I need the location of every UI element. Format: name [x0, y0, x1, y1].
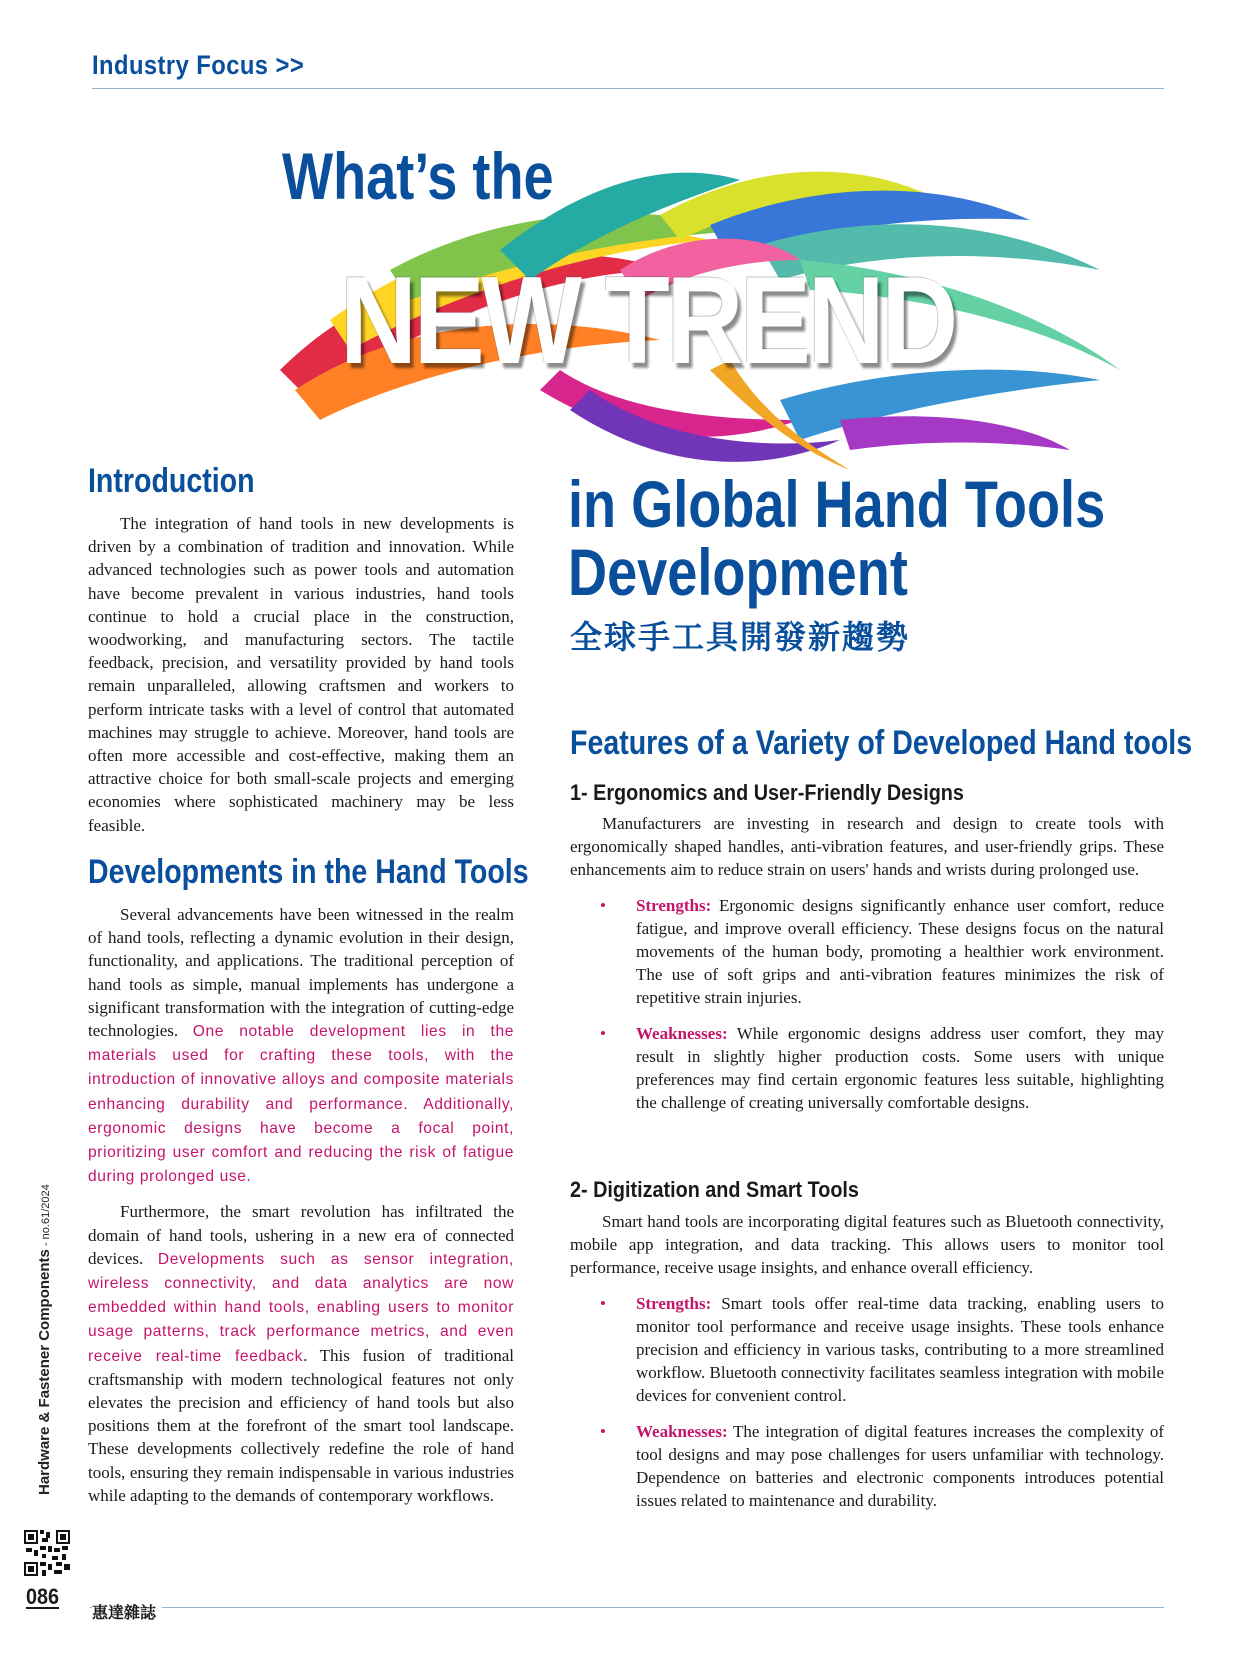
title-line-2: [568, 467, 1106, 609]
issue-number: - no.61/2024: [40, 1184, 52, 1250]
bottom-rule: [90, 1607, 1164, 1608]
feature-1-body: [570, 812, 1164, 1114]
title-line-1: What’s the: [282, 139, 554, 213]
weaknesses-text: While ergonomic designs address user comfort, they may result in slightly higher production costs. Some users with unique preferences may find certain ergonomic features less suitable, highlighting the challenge of creating universally comfortable designs.: [636, 1023, 1164, 1113]
bullet-dot-icon: •: [600, 1421, 606, 1441]
title-line-2a: in Global Hand Tools: [568, 467, 1106, 541]
weaknesses-label: Weaknesses:: [636, 1421, 728, 1441]
developments-p2-text-a: Furthermore, the smart revolution has infiltrated the domain of hand tools, ushering in a new era of connected devices.: [88, 1202, 514, 1268]
bullet-dot-icon: •: [600, 895, 606, 915]
qr-code-icon[interactable]: [24, 1530, 70, 1576]
title-chinese: 全球手工具開發新趨勢: [570, 618, 911, 656]
developments-body: [88, 903, 514, 1507]
developments-p1-highlight: One notable development lies in the materials used for crafting these tools, with the introduction of innovative alloys and composite materials enhancing durability and performance. Additionally, ergonomic designs have become a focal point, prioritizing user comfort and reducing the risk of fatigue during prolonged use.: [88, 1023, 514, 1186]
strengths-label: Strengths:: [636, 895, 712, 915]
feature-2-paragraph: Smart hand tools are incorporating digital features such as Bluetooth connectivity, mobile app integration, and data tracking. This allows users to monitor tool performance, receive usage insights, and enhance overall efficiency.: [570, 1212, 1164, 1278]
strengths-label: Strengths:: [636, 1293, 712, 1313]
developments-heading: Developments in the Hand Tools: [88, 853, 529, 891]
bullet-dot-icon: •: [600, 1023, 606, 1043]
feature-2-heading: 2- Digitization and Smart Tools: [570, 1177, 859, 1202]
introduction-body: [88, 512, 514, 837]
page-number: 086: [26, 1584, 60, 1609]
strengths-text: Ergonomic designs significantly enhance user comfort, reduce fatigue, and improve overall efficiency. These designs focus on the natural movements of the human body, promoting a healthier work environment. The use of soft grips and anti-vibration features minimizes the risk of repetitive strain injuries.: [636, 895, 1164, 1008]
top-rule: [92, 88, 1164, 89]
weaknesses-label: Weaknesses:: [636, 1023, 728, 1043]
feature-2-strengths: [570, 1292, 1164, 1408]
feature-2-weaknesses: [570, 1420, 1164, 1513]
feature-2-bullets: [570, 1292, 1164, 1513]
developments-p2-text-b: . This fusion of traditional craftsmanship with modern technological features not only elevates the precision and efficiency of hand tools but also positions them at the forefront of the smart tool landscape. These developments collectively redefine the role of hand tools, ensuring they remain indispensable in various industries while adapting to the demands of contemporary workflows.: [88, 1345, 514, 1505]
publisher-name: 惠達雜誌: [92, 1600, 162, 1623]
feature-1-heading: 1- Ergonomics and User-Friendly Designs: [570, 780, 964, 805]
introduction-heading: Introduction: [88, 462, 255, 500]
section-label: Industry Focus >>: [92, 50, 305, 80]
title-line-2b: Development: [568, 535, 908, 609]
developments-paragraph-2: [88, 1200, 514, 1507]
strengths-text: Smart tools offer real-time data tracking, enabling users to monitor tool performance and receive usage insights. These tools enhance precision and efficiency in various tasks, contributing to a more streamlined workflow. Bluetooth connectivity facilitates seamless integration with mobile devices for convenient control.: [636, 1293, 1164, 1406]
developments-p2-highlight: Developments such as sensor integration, wireless connectivity, and data analytics are now embedded within hand tools, enabling users to monitor usage patterns, track performance metrics, and even receive real-time feedback: [88, 1250, 514, 1365]
weaknesses-text: The integration of digital features increases the complexity of tool designs and may pose challenges for users unfamiliar with technology. Dependence on batteries and electronic components introduces potential issues related to maintenance and durability.: [636, 1421, 1164, 1511]
features-heading: Features of a Variety of Developed Hand tools: [570, 724, 1193, 762]
magazine-name: Hardware & Fastener Components: [36, 1249, 53, 1495]
bullet-dot-icon: •: [600, 1293, 606, 1313]
feature-1-bullets: [570, 894, 1164, 1115]
feature-1-strengths: [570, 894, 1164, 1010]
feature-1-paragraph: Manufacturers are investing in research and design to create tools with ergonomically shaped handles, anti-vibration features, and user-friendly grips. These enhancements aim to reduce strain on users' hands and wrists during prolonged use.: [570, 814, 1164, 880]
feature-2-body: [570, 1210, 1164, 1512]
feature-1-weaknesses: [570, 1022, 1164, 1115]
developments-p1-text: Several advancements have been witnessed in the realm of hand tools, reflecting a dynamic evolution in their design, functionality, and applications. The traditional perception of hand tools as simple, manual implements has undergone a significant transformation with the integration of cutting-edge technologies.: [88, 905, 514, 1041]
introduction-paragraph: The integration of hand tools in new developments is driven by a combination of tradition and innovation. While advanced technologies such as power tools and automation have become prevalent in various industries, hand tools continue to hold a crucial place in the construction, woodworking, and manufacturing sectors. The tactile feedback, precision, and versatility provided by hand tools remain unparalleled, allowing craftsmen and workers to perform intricate tasks with a level of control that automated machines may struggle to achieve. Moreover, hand tools are often more accessible and cost-effective, making them an attractive choice for both small-scale projects and emerging economies where sophisticated machinery may be less feasible.: [88, 514, 514, 835]
developments-paragraph-1: [88, 903, 514, 1188]
title-new-trend: NEW TREND: [340, 252, 955, 390]
magazine-side-title: [36, 1095, 53, 1495]
